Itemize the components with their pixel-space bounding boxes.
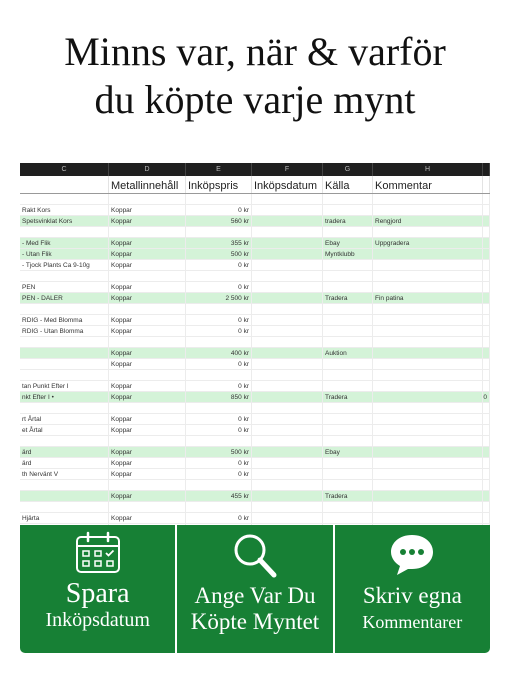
table-cell bbox=[373, 205, 483, 215]
table-cell bbox=[373, 502, 483, 512]
table-cell: Koppar bbox=[109, 447, 186, 457]
table-cell bbox=[20, 436, 109, 446]
feature-title: Ange Var Du bbox=[194, 583, 316, 608]
table-cell: 560 kr bbox=[186, 216, 252, 226]
table-row bbox=[20, 282, 490, 293]
table-cell: 0 kr bbox=[186, 315, 252, 325]
table-cell bbox=[483, 337, 490, 347]
field-header bbox=[483, 176, 490, 193]
table-cell: 850 kr bbox=[186, 392, 252, 402]
feature-subtitle: Inköpsdatum bbox=[45, 609, 150, 631]
column-letter: D bbox=[109, 163, 186, 176]
table-row bbox=[20, 359, 490, 370]
table-cell bbox=[483, 293, 490, 303]
table-cell bbox=[252, 293, 323, 303]
feature-title: Skriv egna bbox=[362, 583, 462, 608]
table-cell bbox=[252, 491, 323, 501]
table-cell bbox=[252, 469, 323, 479]
table-cell bbox=[20, 370, 109, 380]
table-cell bbox=[483, 370, 490, 380]
table-cell bbox=[252, 337, 323, 347]
table-cell bbox=[20, 348, 109, 358]
table-cell bbox=[483, 381, 490, 391]
table-cell: Fin patina bbox=[373, 293, 483, 303]
table-row bbox=[20, 238, 490, 249]
table-row bbox=[20, 315, 490, 326]
table-cell bbox=[373, 348, 483, 358]
table-cell bbox=[252, 304, 323, 314]
table-cell bbox=[323, 370, 373, 380]
table-cell: Koppar bbox=[109, 326, 186, 336]
table-cell bbox=[483, 447, 490, 457]
table-cell bbox=[483, 480, 490, 490]
table-cell: rt Årtal bbox=[20, 414, 109, 424]
table-row bbox=[20, 370, 490, 381]
field-header: Inköpspris bbox=[186, 176, 252, 193]
table-cell bbox=[252, 403, 323, 413]
table-cell: 0 kr bbox=[186, 381, 252, 391]
table-cell bbox=[252, 392, 323, 402]
table-cell bbox=[109, 194, 186, 204]
table-cell: 455 kr bbox=[186, 491, 252, 501]
table-row bbox=[20, 480, 490, 491]
table-cell: Koppar bbox=[109, 348, 186, 358]
table-row bbox=[20, 260, 490, 271]
table-cell bbox=[186, 436, 252, 446]
table-cell: - Tjock Plants Ca 9-10g bbox=[20, 260, 109, 270]
headline bbox=[0, 28, 510, 124]
table-cell: Uppgradera bbox=[373, 238, 483, 248]
table-cell: 0 kr bbox=[186, 458, 252, 468]
table-cell bbox=[109, 227, 186, 237]
table-cell bbox=[483, 326, 490, 336]
feature-subtitle: Köpte Myntet bbox=[190, 609, 320, 634]
table-cell bbox=[186, 502, 252, 512]
table-cell: 0 kr bbox=[186, 469, 252, 479]
table-cell: Koppar bbox=[109, 293, 186, 303]
table-cell bbox=[373, 194, 483, 204]
table-cell bbox=[373, 469, 483, 479]
table-cell: Spetsvinklat Kors bbox=[20, 216, 109, 226]
table-cell bbox=[109, 502, 186, 512]
column-letter: C bbox=[20, 163, 109, 176]
field-header-row bbox=[20, 176, 490, 194]
column-letter bbox=[483, 163, 490, 176]
table-cell bbox=[252, 249, 323, 259]
table-cell bbox=[373, 260, 483, 270]
table-row bbox=[20, 381, 490, 392]
table-cell bbox=[252, 227, 323, 237]
table-cell bbox=[109, 337, 186, 347]
table-cell: Auktion bbox=[323, 348, 373, 358]
table-cell: Tradera bbox=[323, 293, 373, 303]
table-row bbox=[20, 469, 490, 480]
table-cell bbox=[252, 315, 323, 325]
table-cell: 0 bbox=[483, 392, 490, 402]
table-cell bbox=[323, 513, 373, 523]
table-cell: 0 kr bbox=[186, 205, 252, 215]
table-cell bbox=[252, 348, 323, 358]
table-cell bbox=[186, 337, 252, 347]
table-cell bbox=[323, 282, 373, 292]
table-cell bbox=[483, 249, 490, 259]
table-cell bbox=[252, 480, 323, 490]
table-cell: PEN bbox=[20, 282, 109, 292]
calendar-icon bbox=[73, 531, 123, 575]
table-cell: 0 kr bbox=[186, 359, 252, 369]
table-cell bbox=[373, 282, 483, 292]
table-cell bbox=[323, 381, 373, 391]
feature-title: Spara bbox=[65, 578, 130, 609]
table-cell bbox=[323, 403, 373, 413]
table-row bbox=[20, 205, 490, 216]
table-cell: Rakt Kors bbox=[20, 205, 109, 215]
table-cell bbox=[252, 326, 323, 336]
table-cell bbox=[323, 260, 373, 270]
field-header: Inköpsdatum bbox=[252, 176, 323, 193]
field-header: Kommentar bbox=[373, 176, 483, 193]
table-cell: nkt Efter I • bbox=[20, 392, 109, 402]
table-cell: 400 kr bbox=[186, 348, 252, 358]
table-row bbox=[20, 337, 490, 348]
table-cell bbox=[373, 403, 483, 413]
table-cell bbox=[20, 359, 109, 369]
table-cell bbox=[483, 216, 490, 226]
table-cell bbox=[109, 304, 186, 314]
table-cell bbox=[186, 271, 252, 281]
table-cell bbox=[323, 227, 373, 237]
table-cell bbox=[373, 414, 483, 424]
feature-subtitle: Kommentarer bbox=[362, 612, 463, 632]
chat-bubble-icon bbox=[387, 531, 437, 579]
table-cell: Koppar bbox=[109, 315, 186, 325]
table-cell bbox=[323, 326, 373, 336]
table-cell bbox=[483, 227, 490, 237]
table-cell: Koppar bbox=[109, 513, 186, 523]
table-cell: Koppar bbox=[109, 458, 186, 468]
table-cell bbox=[20, 403, 109, 413]
table-cell: Koppar bbox=[109, 491, 186, 501]
magnifier-icon bbox=[230, 531, 280, 579]
table-cell bbox=[483, 425, 490, 435]
table-cell: Koppar bbox=[109, 359, 186, 369]
table-cell: Myntklubb bbox=[323, 249, 373, 259]
table-cell: ärd bbox=[20, 447, 109, 457]
table-row bbox=[20, 458, 490, 469]
table-cell bbox=[323, 271, 373, 281]
table-row bbox=[20, 216, 490, 227]
table-cell: Koppar bbox=[109, 260, 186, 270]
table-row bbox=[20, 436, 490, 447]
table-cell bbox=[252, 282, 323, 292]
table-cell bbox=[252, 370, 323, 380]
table-cell: PEN - DALER bbox=[20, 293, 109, 303]
table-cell: 0 kr bbox=[186, 260, 252, 270]
table-cell bbox=[373, 381, 483, 391]
table-row bbox=[20, 293, 490, 304]
table-row bbox=[20, 447, 490, 458]
table-cell: tradera bbox=[323, 216, 373, 226]
table-cell bbox=[483, 359, 490, 369]
table-row bbox=[20, 326, 490, 337]
table-cell bbox=[323, 359, 373, 369]
table-cell bbox=[323, 304, 373, 314]
table-cell bbox=[252, 359, 323, 369]
table-cell bbox=[483, 513, 490, 523]
column-letter: H bbox=[373, 163, 483, 176]
table-cell: Koppar bbox=[109, 216, 186, 226]
table-cell bbox=[186, 370, 252, 380]
table-cell: Koppar bbox=[109, 414, 186, 424]
table-row bbox=[20, 392, 490, 403]
table-cell bbox=[252, 205, 323, 215]
table-cell: Hjärta bbox=[20, 513, 109, 523]
table-cell: Ebay bbox=[323, 238, 373, 248]
table-cell bbox=[373, 436, 483, 446]
table-cell bbox=[20, 271, 109, 281]
table-cell bbox=[373, 271, 483, 281]
table-cell bbox=[483, 194, 490, 204]
table-cell bbox=[373, 447, 483, 457]
table-cell: 500 kr bbox=[186, 249, 252, 259]
table-cell bbox=[20, 194, 109, 204]
table-body bbox=[20, 194, 490, 535]
table-cell: - Utan Flik bbox=[20, 249, 109, 259]
table-row bbox=[20, 513, 490, 524]
table-cell bbox=[483, 205, 490, 215]
table-cell bbox=[373, 425, 483, 435]
table-cell bbox=[483, 436, 490, 446]
table-cell bbox=[373, 458, 483, 468]
table-cell bbox=[252, 194, 323, 204]
table-cell bbox=[373, 337, 483, 347]
table-cell bbox=[252, 447, 323, 457]
table-cell bbox=[186, 480, 252, 490]
table-cell bbox=[20, 227, 109, 237]
table-cell: 0 kr bbox=[186, 326, 252, 336]
headline-line-2: du köpte varje mynt bbox=[94, 77, 416, 122]
table-cell: Koppar bbox=[109, 282, 186, 292]
table-cell bbox=[373, 513, 483, 523]
column-letter: E bbox=[186, 163, 252, 176]
table-cell bbox=[252, 216, 323, 226]
table-cell bbox=[186, 227, 252, 237]
table-cell bbox=[373, 304, 483, 314]
table-cell: RDIG - Med Blomma bbox=[20, 315, 109, 325]
table-cell bbox=[483, 414, 490, 424]
table-cell bbox=[20, 480, 109, 490]
feature-purchase-source bbox=[175, 525, 332, 653]
table-cell: - Med Flik bbox=[20, 238, 109, 248]
table-row bbox=[20, 414, 490, 425]
table-row bbox=[20, 304, 490, 315]
spreadsheet-preview bbox=[20, 163, 490, 525]
table-cell bbox=[252, 458, 323, 468]
table-cell bbox=[252, 425, 323, 435]
table-cell bbox=[373, 480, 483, 490]
table-cell bbox=[373, 326, 483, 336]
table-row bbox=[20, 491, 490, 502]
table-cell bbox=[323, 436, 373, 446]
table-cell bbox=[323, 425, 373, 435]
table-cell: Ebay bbox=[323, 447, 373, 457]
headline-line-1: Minns var, när & varför bbox=[64, 29, 446, 74]
table-cell bbox=[20, 491, 109, 501]
table-cell bbox=[323, 480, 373, 490]
table-cell bbox=[323, 337, 373, 347]
table-cell: ärd bbox=[20, 458, 109, 468]
table-cell bbox=[323, 414, 373, 424]
table-cell bbox=[20, 502, 109, 512]
table-cell: th Nervänt V bbox=[20, 469, 109, 479]
column-letter: F bbox=[252, 163, 323, 176]
table-cell bbox=[483, 260, 490, 270]
table-cell bbox=[323, 315, 373, 325]
table-cell bbox=[483, 403, 490, 413]
table-cell: 0 kr bbox=[186, 282, 252, 292]
table-cell: Tradera bbox=[323, 491, 373, 501]
table-cell bbox=[186, 403, 252, 413]
field-header bbox=[20, 176, 109, 193]
feature-save-date bbox=[20, 525, 175, 653]
table-row bbox=[20, 271, 490, 282]
table-cell bbox=[109, 271, 186, 281]
table-cell bbox=[109, 480, 186, 490]
table-cell bbox=[483, 469, 490, 479]
table-cell bbox=[20, 304, 109, 314]
column-letter: G bbox=[323, 163, 373, 176]
table-cell: Tradera bbox=[323, 392, 373, 402]
table-cell bbox=[252, 381, 323, 391]
table-cell: 355 kr bbox=[186, 238, 252, 248]
table-row bbox=[20, 425, 490, 436]
table-row bbox=[20, 227, 490, 238]
table-cell bbox=[186, 304, 252, 314]
table-cell: et Årtal bbox=[20, 425, 109, 435]
table-cell bbox=[323, 502, 373, 512]
table-cell bbox=[109, 436, 186, 446]
table-cell: Koppar bbox=[109, 469, 186, 479]
feature-comments bbox=[333, 525, 490, 653]
table-cell bbox=[483, 238, 490, 248]
table-cell bbox=[186, 194, 252, 204]
table-cell: tan Punkt Efter I bbox=[20, 381, 109, 391]
table-cell bbox=[483, 458, 490, 468]
table-cell: Koppar bbox=[109, 392, 186, 402]
table-cell bbox=[373, 491, 483, 501]
column-letter-bar bbox=[20, 163, 490, 176]
table-cell bbox=[252, 260, 323, 270]
table-cell bbox=[483, 315, 490, 325]
table-cell: Koppar bbox=[109, 249, 186, 259]
feature-banner bbox=[20, 525, 490, 653]
table-cell bbox=[252, 513, 323, 523]
table-cell bbox=[252, 436, 323, 446]
table-cell bbox=[483, 502, 490, 512]
table-cell: 2 500 kr bbox=[186, 293, 252, 303]
table-cell: Rengjord bbox=[373, 216, 483, 226]
table-cell: 500 kr bbox=[186, 447, 252, 457]
table-cell bbox=[373, 359, 483, 369]
table-cell: Koppar bbox=[109, 425, 186, 435]
table-cell: Koppar bbox=[109, 381, 186, 391]
table-cell bbox=[252, 271, 323, 281]
table-cell: RDIG - Utan Blomma bbox=[20, 326, 109, 336]
table-row bbox=[20, 249, 490, 260]
table-row bbox=[20, 194, 490, 205]
table-cell bbox=[373, 249, 483, 259]
table-row bbox=[20, 403, 490, 414]
table-cell bbox=[109, 370, 186, 380]
table-cell bbox=[252, 238, 323, 248]
table-cell bbox=[373, 227, 483, 237]
table-row bbox=[20, 348, 490, 359]
table-cell: Koppar bbox=[109, 205, 186, 215]
table-cell bbox=[483, 282, 490, 292]
table-cell bbox=[483, 271, 490, 281]
table-cell bbox=[109, 403, 186, 413]
table-cell bbox=[252, 502, 323, 512]
table-cell bbox=[252, 414, 323, 424]
table-cell: 0 kr bbox=[186, 513, 252, 523]
table-cell bbox=[323, 469, 373, 479]
table-row bbox=[20, 502, 490, 513]
table-cell bbox=[483, 348, 490, 358]
table-cell bbox=[323, 205, 373, 215]
field-header: Metallinnehåll bbox=[109, 176, 186, 193]
table-cell: 0 kr bbox=[186, 414, 252, 424]
table-cell: 0 kr bbox=[186, 425, 252, 435]
table-cell bbox=[483, 491, 490, 501]
table-cell bbox=[20, 337, 109, 347]
field-header: Källa bbox=[323, 176, 373, 193]
table-cell bbox=[373, 370, 483, 380]
table-cell bbox=[323, 194, 373, 204]
table-cell bbox=[323, 458, 373, 468]
table-cell bbox=[373, 315, 483, 325]
table-cell bbox=[373, 392, 483, 402]
table-cell bbox=[483, 304, 490, 314]
table-cell: Koppar bbox=[109, 238, 186, 248]
